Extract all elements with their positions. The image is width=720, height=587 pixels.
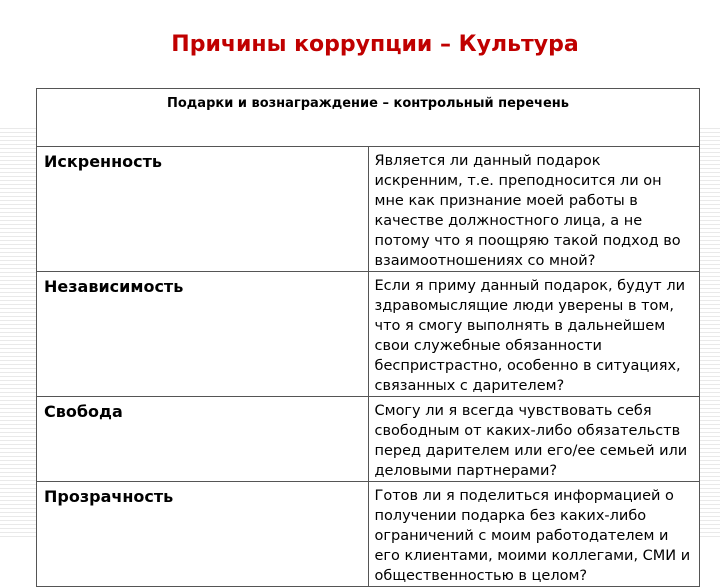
table-row [37, 147, 700, 272]
term-cell: Прозрачность [37, 482, 369, 587]
table-row [37, 482, 700, 587]
table-header: Подарки и вознаграждение – контрольный перечень [37, 89, 700, 147]
description-cell: Готов ли я поделиться информацией о получении подарка без каких-либо ограничений с моим работодателем и его клиентами, моими коллегами, СМИ и общественностью в целом? [368, 482, 700, 587]
table-row [37, 397, 700, 482]
term-cell: Независимость [37, 272, 369, 397]
table-header-row [37, 89, 700, 147]
description-cell: Смогу ли я всегда чувствовать себя свободным от каких-либо обязательств перед дарителем или его/ее семьей или деловыми партнерами? [368, 397, 700, 482]
table-row [37, 272, 700, 397]
description-cell: Является ли данный подарок искренним, т.е. преподносится ли он мне как признание моей работы в качестве должностного лица, а не потому что я поощряю такой подход во взаимоотношениях со мной? [368, 147, 700, 272]
description-cell: Если я приму данный подарок, будут ли здравомыслящие люди уверены в том, что я смогу выполнять в дальнейшем свои служебные обязанности беспристрастно, особенно в ситуациях, связанных с дарителем? [368, 272, 700, 397]
gift-checklist-table [36, 88, 700, 587]
slide-title: Причины коррупции – Культура [171, 32, 579, 57]
term-cell: Свобода [37, 397, 369, 482]
term-cell: Искренность [37, 147, 369, 272]
